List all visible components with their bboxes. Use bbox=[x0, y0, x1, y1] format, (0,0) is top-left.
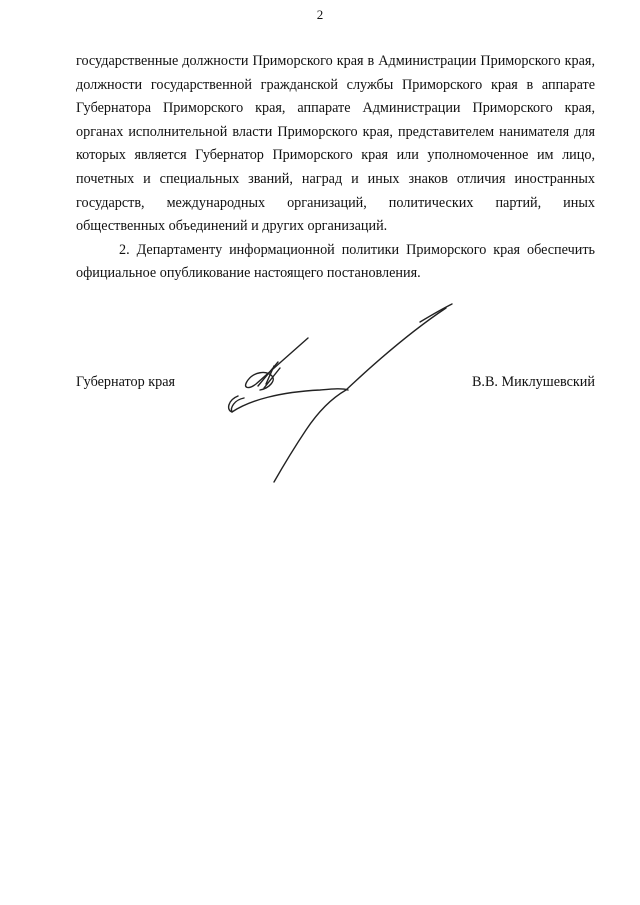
signatory-position: Губернатор края bbox=[76, 374, 176, 390]
signatory-name: В.В. Миклушевский bbox=[471, 374, 595, 390]
handwritten-signature bbox=[220, 300, 460, 485]
paragraph-item-2: 2. Департаменту информационной политики Приморского края обеспечить официальное опубликование настоящего постановления. bbox=[76, 241, 595, 282]
document-body bbox=[76, 50, 595, 286]
page-number: 2 bbox=[316, 7, 324, 22]
paragraph-continuation: государственные должности Приморского края в Администрации Приморского края, должности государственной гражданской службы Приморского края в аппарате Губернатора Приморского края, аппарате Администрации Приморского края, органах исполнительной власти Приморского края, представителем нанимателя для которых является Губернатор Приморского края или уполномоченное им лицо, почетных и специальных званий, наград и иных знаков отличия иностранных государств, международных организаций, политических партий, иных общественных объединений и других организаций. bbox=[76, 53, 595, 235]
